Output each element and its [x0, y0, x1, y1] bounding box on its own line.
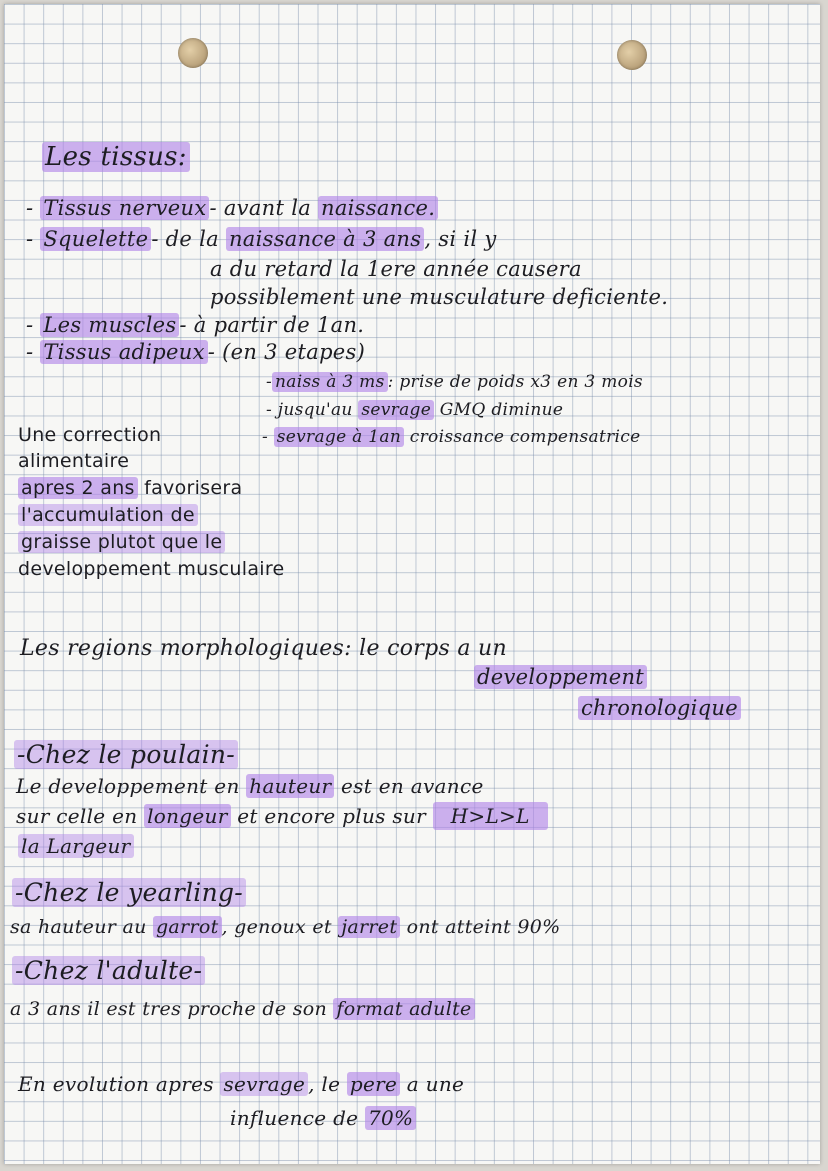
regions-line-3 [578, 696, 741, 720]
yearling-title-text: -Chez le yearling- [12, 878, 246, 907]
term-graisse: graisse plutot que le [18, 531, 225, 553]
adulte-title [12, 956, 205, 985]
line-stage-1: - naiss à 3 ms : prise de poids x3 en 3 mois [266, 372, 643, 392]
poulain-title-text: -Chez le poulain- [14, 740, 238, 769]
text: - à partir de 1an. [179, 313, 365, 337]
regions-line-1: Les regions morphologiques: le corps a un [20, 636, 507, 661]
poulain-title [14, 740, 238, 769]
text: Le developpement en [16, 774, 247, 798]
binder-hole-left [178, 38, 208, 68]
term-tissus-nerveux: Tissus nerveux [40, 196, 209, 220]
regions-line-2 [474, 665, 647, 689]
poulain-line-3 [18, 834, 134, 858]
text: favorisera [137, 477, 243, 499]
line-squelette-3: possiblement une musculature deficiente. [210, 285, 669, 309]
term-sevrage-1an: sevrage à 1an [274, 427, 404, 447]
text: est en avance [334, 774, 484, 798]
evolution-line-1 [18, 1072, 464, 1096]
heading [42, 142, 190, 172]
evolution-line-2 [230, 1106, 416, 1130]
term-muscles: Les muscles [40, 313, 179, 337]
side-note-line-6: developpement musculaire [18, 558, 285, 580]
side-note-line-1: Une correction [18, 424, 162, 446]
text: En evolution apres [18, 1072, 221, 1096]
binder-hole-right [617, 40, 647, 70]
text: ont atteint 90% [400, 916, 561, 938]
side-note-line-2: alimentaire [18, 450, 130, 472]
term-developpement: developpement [474, 665, 647, 689]
term-pere: pere [347, 1072, 400, 1096]
term-chronologique: chronologique [578, 696, 741, 720]
text: a une [400, 1072, 465, 1096]
term-naissance-3-ans: naissance à 3 ans [226, 227, 424, 251]
text: GMQ diminue [434, 400, 564, 420]
term-sevrage: sevrage [358, 400, 434, 420]
formula-h-l-l: H>L>L [433, 802, 548, 830]
side-note-line-5 [18, 531, 225, 553]
term-apres-2-ans: apres 2 ans [18, 477, 138, 499]
poulain-line-2 [16, 804, 548, 828]
text: et encore plus sur [230, 804, 433, 828]
bullet: - [26, 313, 41, 337]
text: : prise de poids x3 en 3 mois [387, 372, 643, 392]
term-sevrage-evol: sevrage [220, 1072, 308, 1096]
term-squelette: Squelette [40, 227, 151, 251]
text: - (en 3 etapes) [207, 340, 366, 364]
bullet: - [26, 196, 41, 220]
text: influence de [230, 1106, 365, 1130]
text: a 3 ans il est tres proche de son [10, 998, 334, 1020]
bullet: - [26, 227, 41, 251]
line-tissus-nerveux [26, 196, 438, 220]
adulte-title-text: -Chez l'adulte- [12, 956, 205, 985]
text: , le [308, 1072, 347, 1096]
line-muscles [26, 313, 364, 337]
line-tissus-adipeux [26, 340, 365, 364]
term-largeur: la Largeur [18, 834, 134, 858]
term-longeur: longeur [144, 804, 231, 828]
text: - avant la [209, 196, 319, 220]
side-note-line-4 [18, 504, 198, 526]
term-naiss-3-ms: naiss à 3 ms [272, 372, 388, 392]
text: sa hauteur au [10, 916, 153, 938]
term-tissus-adipeux: Tissus adipeux [40, 340, 207, 364]
line-stage-3 [262, 427, 640, 447]
notebook-page [4, 4, 820, 1164]
text: croissance compensatrice [404, 427, 641, 447]
term-accumulation: l'accumulation de [18, 504, 198, 526]
line-stage-2 [266, 400, 563, 420]
text: - de la [151, 227, 226, 251]
text: sur celle en [16, 804, 145, 828]
poulain-line-1 [16, 774, 484, 798]
term-jarret: jarret [338, 916, 400, 938]
text: - jusqu'au [266, 400, 359, 420]
term-format-adulte: format adulte [333, 998, 474, 1020]
text: , si il y [424, 227, 497, 251]
yearling-title [12, 878, 246, 907]
term-70-percent: 70% [365, 1106, 416, 1130]
text: , genoux et [221, 916, 339, 938]
heading-text: Les tissus: [42, 142, 190, 172]
term-naissance: naissance. [318, 196, 438, 220]
term-garrot: garrot [153, 916, 222, 938]
adulte-line-1 [10, 998, 475, 1020]
term-hauteur: hauteur [246, 774, 334, 798]
line-squelette [26, 227, 497, 251]
bullet: - [26, 340, 41, 364]
side-note-line-3 [18, 477, 242, 499]
line-squelette-2: a du retard la 1ere année causera [210, 257, 582, 281]
yearling-line-1 [10, 916, 561, 938]
text: - [262, 427, 274, 447]
